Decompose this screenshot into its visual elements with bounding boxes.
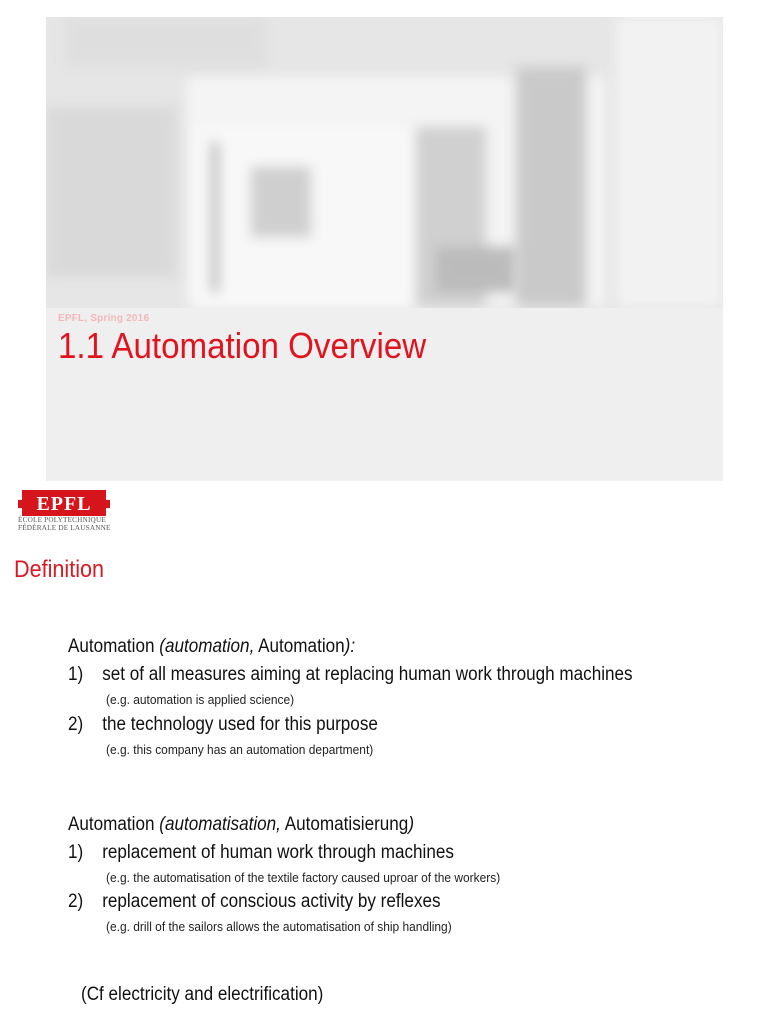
list-item bbox=[68, 842, 454, 864]
item-text: set of all measures aiming at replacing human work through machines bbox=[102, 664, 633, 685]
list-item bbox=[68, 714, 378, 736]
term-suffix: Automatisierung bbox=[280, 814, 409, 835]
page-title: 1.1 Automation Overview bbox=[58, 325, 427, 366]
item-number: 1) bbox=[68, 842, 84, 863]
item-example: (e.g. automation is applied science) bbox=[106, 692, 295, 707]
item-example: (e.g. this company has an automation department) bbox=[106, 742, 374, 757]
definition-term bbox=[68, 814, 414, 836]
term-end: ): bbox=[344, 636, 356, 657]
definition-term bbox=[68, 636, 355, 658]
item-example: (e.g. drill of the sailors allows the automatisation of ship handling) bbox=[106, 919, 452, 934]
logo-line-1: ÉCOLE POLYTECHNIQUE bbox=[18, 516, 106, 524]
term-prefix: Automation bbox=[68, 814, 160, 835]
epfl-logo-mark bbox=[18, 490, 110, 516]
list-item bbox=[68, 664, 633, 686]
footnote: (Cf electricity and electrification) bbox=[81, 984, 324, 1005]
item-example: (e.g. the automatisation of the textile factory caused uproar of the workers) bbox=[106, 870, 501, 885]
term-italic: (automatisation, bbox=[159, 814, 281, 835]
term-end: ) bbox=[408, 814, 415, 835]
term-suffix: Automation bbox=[254, 636, 345, 657]
header-photo bbox=[46, 17, 723, 308]
term-italic: (automation, bbox=[159, 636, 255, 657]
svg-text:EPFL: EPFL bbox=[36, 493, 92, 515]
header-subtitle: EPFL, Spring 2016 bbox=[58, 313, 150, 324]
logo-line-2: FÉDÉRALE DE LAUSANNE bbox=[18, 523, 111, 532]
list-item bbox=[68, 891, 441, 913]
item-text: the technology used for this purpose bbox=[102, 714, 378, 735]
logo-subtext bbox=[18, 517, 111, 532]
item-number: 2) bbox=[68, 714, 84, 735]
item-number: 1) bbox=[68, 664, 84, 685]
item-number: 2) bbox=[68, 891, 84, 912]
term-prefix: Automation bbox=[68, 636, 160, 657]
section-title: Definition bbox=[14, 556, 105, 583]
item-text: replacement of conscious activity by reflexes bbox=[102, 891, 441, 912]
header-panel bbox=[46, 17, 723, 481]
item-text: replacement of human work through machines bbox=[102, 842, 454, 863]
